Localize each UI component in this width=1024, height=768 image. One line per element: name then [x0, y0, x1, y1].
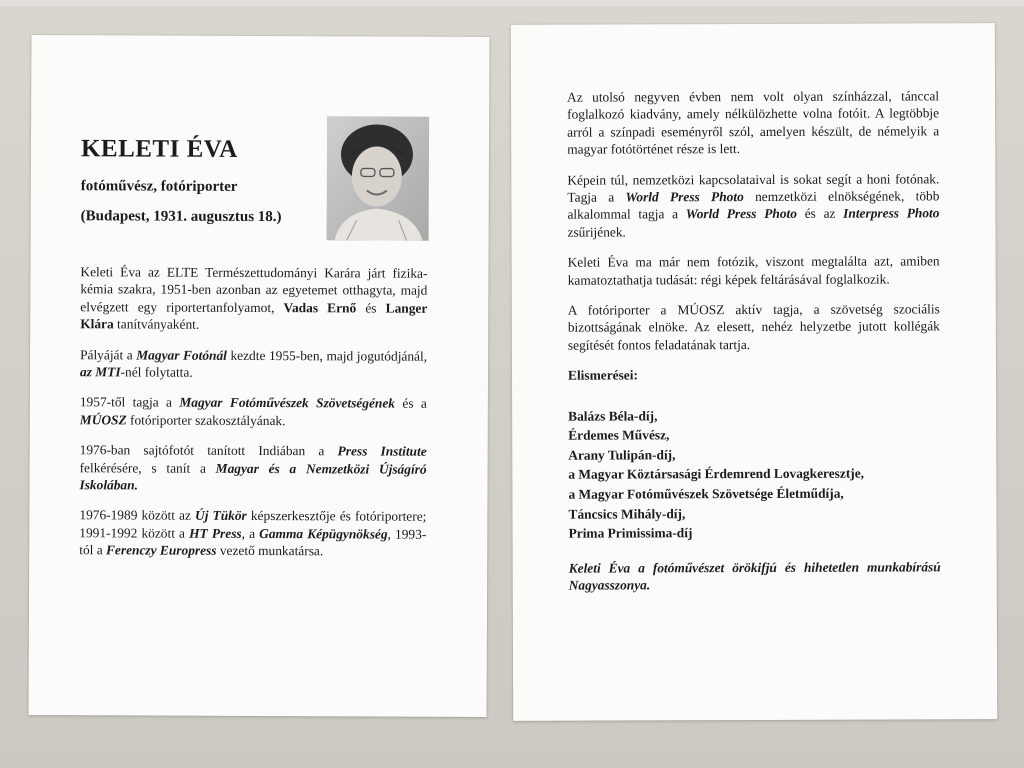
biography-text	[79, 263, 427, 573]
bio-paragraph-1: Keleti Éva az ELTE Természettudományi Karára járt fizika-kémia szakra, 1951-ben azonban az egyetemet otthagyta, majd elvégzett egy riportertanfolyamot, Vadas Ernő és Langer Klára tanítványaként.	[80, 264, 428, 332]
person-birth-info: (Budapest, 1931. augusztus 18.)	[80, 208, 282, 226]
career-paragraph-1: Az utolsó negyven évben nem volt olyan színházzal, tánccal foglalkozó kiadvány, amely nélkülözhette volna fotóit. A legtöbbje arról a színpadi eseményről szól, amelyen készült, de némelyik a magyar fotótörténet része is lett.	[567, 88, 940, 157]
career-paragraph-4: A fotóriporter a MÚOSZ aktív tagja, a szövetség szociális bizottságának elnöke. Az elesett, nehéz helyzetbe jutott kollégák segítését fontos feladatának tartja.	[567, 301, 940, 353]
career-paragraph-3: Keleti Éva ma már nem fotózik, viszont megtalálta azt, amiben kamatoztathatja tudását: régi képek feltárásával foglalkozik.	[567, 253, 940, 288]
award-item: Balázs Béla-díj,	[568, 408, 658, 424]
person-profession: fotóművész, fotóriporter	[80, 178, 238, 195]
bio-paragraph-3: 1957-től tagja a Magyar Fotóművészek Szövetségének és a MÚOSZ fotóriporter szakosztályának.	[79, 394, 427, 428]
teacher-name: Langer Klára	[80, 300, 428, 332]
person-name: KELETI ÉVA	[80, 135, 238, 163]
career-paragraph-2: Képein túl, nemzetközi kapcsolataival is sokat segít a honi fotónak. Tagja a World Press Photo nemzetközi elnökségének, több alkalommal tagja a World Press Photo és az Interpress Photo zsűrijének.	[567, 170, 940, 240]
left-sheet	[29, 35, 490, 717]
awards-heading: Elismerései:	[567, 367, 638, 383]
award-item: Táncsics Mihály-díj,	[568, 505, 686, 522]
bio-paragraph-4: 1976-ban sajtófotót tanított Indiában a Press Institute felkérésére, s tanít a Magyar és a Nemzetközi Újságíró Iskolában.	[79, 442, 427, 493]
award-item: Érdemes Művész,	[568, 427, 670, 443]
right-sheet	[511, 23, 997, 721]
closing-statement: Keleti Éva a fotóművészet örökifjú és hihetetlen munkabírású Nagyasszonya.	[568, 559, 941, 593]
award-item: a Magyar Fotóművészek Szövetsége Életműdíja,	[568, 485, 844, 502]
bio-paragraph-5: 1976-1989 között az Új Tükör képszerkesztője és fotóriportere; 1991-1992 között a HT Press, a Gamma Képügynökség, 1993-tól a Ferenczy Europress vezető munkatársa.	[79, 507, 427, 559]
teacher-name: Vadas Ernő	[283, 299, 357, 316]
bio-paragraph-2: Pályáját a Magyar Fotónál kezdte 1955-ben, majd jogutódjánál, az MTI-nél folytatta.	[79, 346, 428, 380]
portrait-photo	[327, 116, 430, 240]
award-item: Prima Primissima-díj	[568, 525, 693, 541]
awards-list	[568, 405, 940, 543]
award-item: a Magyar Köztársasági Érdemrend Lovagkeresztje,	[568, 466, 865, 483]
glass-reflection	[0, 0, 1024, 6]
portrait-image	[327, 116, 430, 240]
award-item: Arany Tulipán-díj,	[568, 447, 676, 463]
career-text	[567, 87, 941, 594]
